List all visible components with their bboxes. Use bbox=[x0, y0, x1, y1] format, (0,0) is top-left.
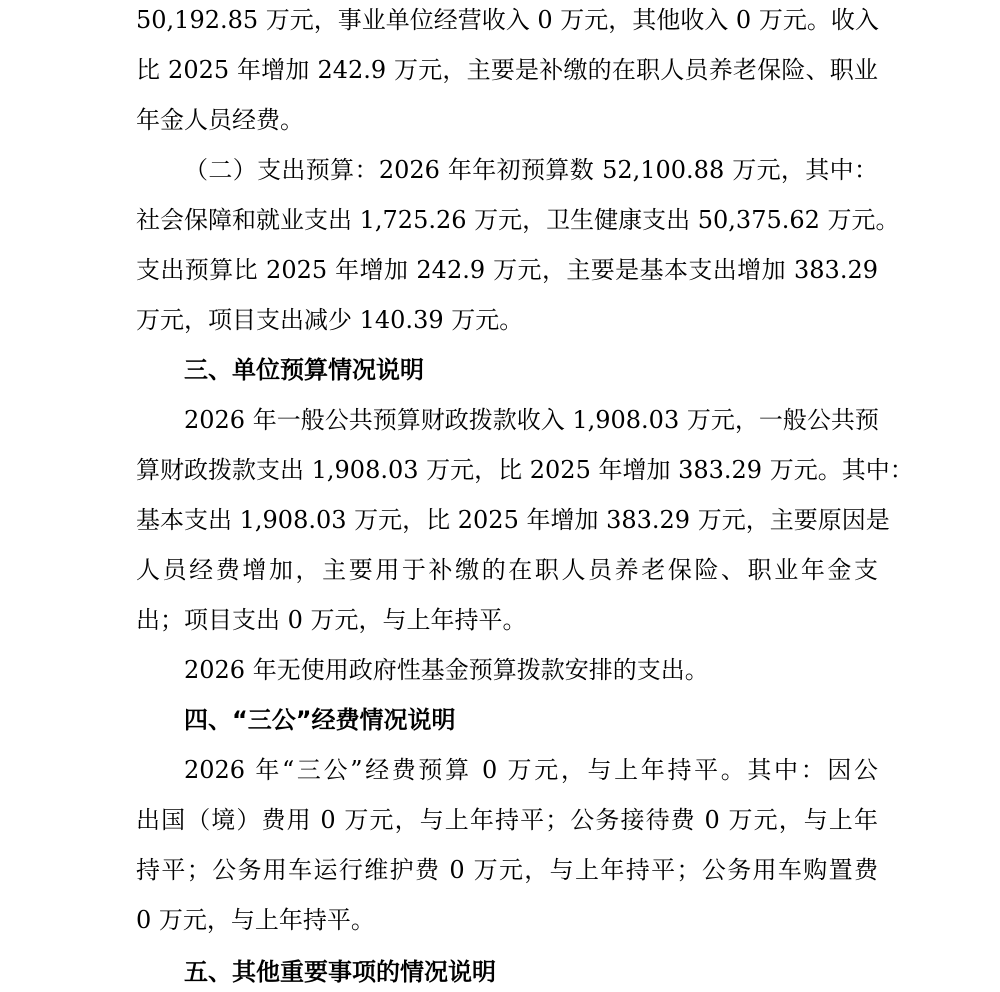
paragraph-line: 比 2025 年增加 242.9 万元，主要是补缴的在职人员养老保险、职业 bbox=[136, 56, 878, 84]
paragraph-line: 0 万元，与上年持平。 bbox=[136, 906, 375, 934]
paragraph-line: （二）支出预算：2026 年年初预算数 52,100.88 万元，其中： bbox=[184, 156, 878, 184]
paragraph-line: 算财政拨款支出 1,908.03 万元，比 2025 年增加 383.29 万元。其中： bbox=[136, 456, 914, 484]
paragraph-line: 支出预算比 2025 年增加 242.9 万元，主要是基本支出增加 383.29 bbox=[136, 256, 878, 284]
paragraph-line: 出国（境）费用 0 万元，与上年持平；公务接待费 0 万元，与上年 bbox=[136, 806, 878, 834]
paragraph-line: 持平；公务用车运行维护费 0 万元，与上年持平；公务用车购置费 bbox=[136, 856, 878, 884]
paragraph-line: 年金人员经费。 bbox=[136, 106, 304, 134]
section-heading: 三、单位预算情况说明 bbox=[184, 356, 424, 384]
section-heading: 五、其他重要事项的情况说明 bbox=[184, 958, 496, 986]
paragraph-line: 2026 年无使用政府性基金预算拨款安排的支出。 bbox=[184, 656, 709, 684]
paragraph-line: 2026 年一般公共预算财政拨款收入 1,908.03 万元，一般公共预 bbox=[184, 406, 879, 434]
paragraph-line: 社会保障和就业支出 1,725.26 万元，卫生健康支出 50,375.62 万元。 bbox=[136, 206, 900, 234]
paragraph-line: 2026 年“三公”经费预算 0 万元，与上年持平。其中：因公 bbox=[184, 756, 878, 784]
paragraph-line: 基本支出 1,908.03 万元，比 2025 年增加 383.29 万元，主要原因是 bbox=[136, 506, 890, 534]
paragraph-line: 人员经费增加，主要用于补缴的在职人员养老保险、职业年金支 bbox=[136, 556, 878, 584]
section-heading: 四、“三公”经费情况说明 bbox=[184, 706, 456, 734]
paragraph-line: 出；项目支出 0 万元，与上年持平。 bbox=[136, 606, 527, 634]
paragraph-line: 50,192.85 万元，事业单位经营收入 0 万元，其他收入 0 万元。收入 bbox=[136, 6, 879, 34]
paragraph-line: 万元，项目支出减少 140.39 万元。 bbox=[136, 306, 524, 334]
